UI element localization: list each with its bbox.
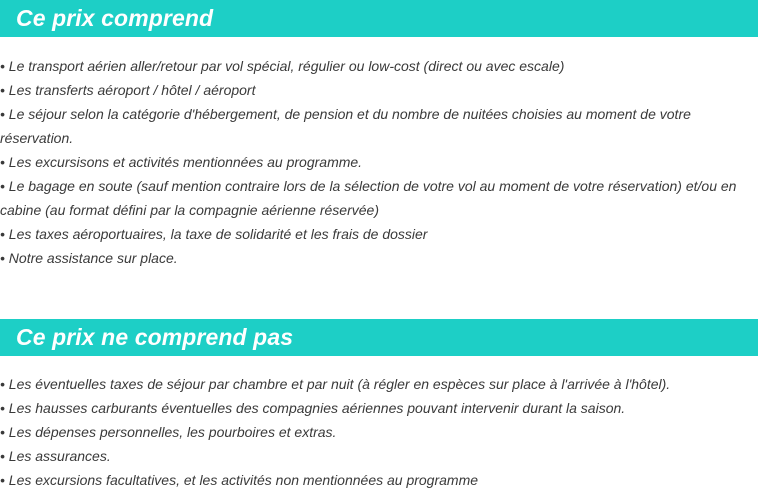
list-item: • Les excursisons et activités mentionnées au programme.	[0, 154, 363, 170]
list-item: • Les taxes aéroportuaires, la taxe de solidarité et les frais de dossier	[0, 226, 428, 242]
list-item: • Les hausses carburants éventuelles des compagnies aériennes pouvant intervenir durant la saison.	[0, 400, 626, 416]
list-item: • Les transferts aéroport / hôtel / aéroport	[0, 82, 256, 98]
list-item: • Les éventuelles taxes de séjour par chambre et par nuit (à régler en espèces sur place à l'arrivée à l'hôtel).	[0, 376, 671, 392]
included-section-header	[0, 0, 758, 37]
list-item: • Notre assistance sur place.	[0, 250, 178, 266]
excluded-items-list	[0, 372, 758, 492]
list-item: • Le séjour selon la catégorie d'hébergement, de pension et du nombre de nuitées choisies au moment de votre réservation.	[0, 106, 691, 146]
list-item: • Les excursions facultatives, et les activités non mentionnées au programme	[0, 472, 479, 488]
list-item: • Les dépenses personnelles, les pourboires et extras.	[0, 424, 337, 440]
excluded-section-header	[0, 319, 758, 356]
list-item: • Les assurances.	[0, 448, 111, 464]
excluded-section-title: Ce prix ne comprend pas	[16, 324, 294, 350]
list-item: • Le transport aérien aller/retour par vol spécial, régulier ou low-cost (direct ou avec escale)	[0, 58, 565, 74]
list-item: • Le bagage en soute (sauf mention contraire lors de la sélection de votre vol au moment de votre réservation) et/ou en cabine (au format défini par la compagnie aérienne réservée)	[0, 178, 737, 218]
included-section-title: Ce prix comprend	[16, 5, 214, 31]
included-items-list	[0, 54, 758, 270]
